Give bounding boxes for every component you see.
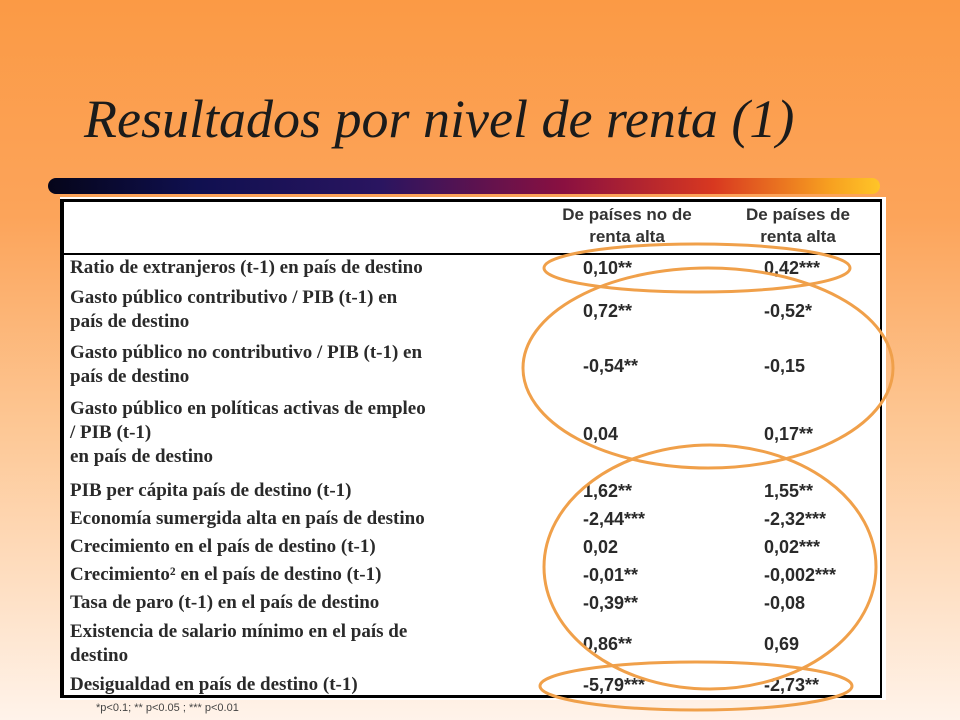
cell-contributive-spending-high: -0,52* [764,301,813,321]
cell-foreigners-ratio-high: 0,42*** [764,258,821,278]
cell-noncontributive-spending-non-high: -0,54** [583,356,639,376]
table-header-rule [64,253,882,255]
cell-contributive-spending-non-high: 0,72** [583,301,633,321]
cell-noncontributive-spending-high: -0,15 [764,356,806,376]
table-left-border [60,199,64,698]
row-label-shadow-economy: Economía sumergida alta en país de destino [70,508,425,529]
table-top-border [64,199,882,202]
cell-active-employment-policies-high: 0,17** [764,424,814,444]
cell-foreigners-ratio-non-high: 0,10** [583,258,633,278]
cell-shadow-economy-high: -2,32*** [764,509,827,529]
cell-growth-squared-non-high: -0,01** [583,565,639,585]
cell-minimum-wage-non-high: 0,86** [583,634,633,654]
column-header-high-income: De países de renta alta [746,205,850,246]
cell-minimum-wage-high: 0,69 [764,634,800,654]
cell-inequality-high: -2,73** [764,675,820,695]
cell-unemployment-rate-high: -0,08 [764,593,806,613]
row-label-contributive-spending: Gasto público contributivo / PIB (t-1) en país de destino [70,287,398,332]
row-label-inequality: Desigualdad en país de destino (t-1) [70,674,358,695]
row-label-growth-squared: Crecimiento² en el país de destino (t-1) [70,564,382,585]
row-label-foreigners-ratio: Ratio de extranjeros (t-1) en país de destino [70,257,423,278]
cell-shadow-economy-non-high: -2,44*** [583,509,646,529]
significance-footnote: *p<0.1; ** p<0.05 ; *** p<0.01 [96,702,239,714]
table-right-border [880,199,882,698]
row-label-minimum-wage: Existencia de salario mínimo en el país de destino [70,621,408,666]
row-label-gdp-per-capita: PIB per cápita país de destino (t-1) [70,480,352,501]
slide-title: Resultados por nivel de renta (1) [84,89,795,149]
title-divider-bar [48,178,880,194]
row-label-noncontributive-spending: Gasto público no contributivo / PIB (t-1) en país de destino [70,342,423,387]
row-label-growth: Crecimiento en el país de destino (t-1) [70,536,376,557]
row-label-active-employment-policies: Gasto público en políticas activas de empleo / PIB (t-1) en país de destino [70,398,426,467]
cell-gdp-per-capita-high: 1,55** [764,481,814,501]
row-label-unemployment-rate: Tasa de paro (t-1) en el país de destino [70,592,380,613]
column-header-non-high-income: De países no de renta alta [562,205,692,246]
cell-inequality-non-high: -5,79*** [583,675,646,695]
cell-growth-squared-high: -0,002*** [764,565,837,585]
cell-gdp-per-capita-non-high: 1,62** [583,481,633,501]
cell-growth-non-high: 0,02 [583,537,619,557]
cell-growth-high: 0,02*** [764,537,821,557]
cell-active-employment-policies-non-high: 0,04 [583,424,619,444]
cell-unemployment-rate-non-high: -0,39** [583,593,639,613]
